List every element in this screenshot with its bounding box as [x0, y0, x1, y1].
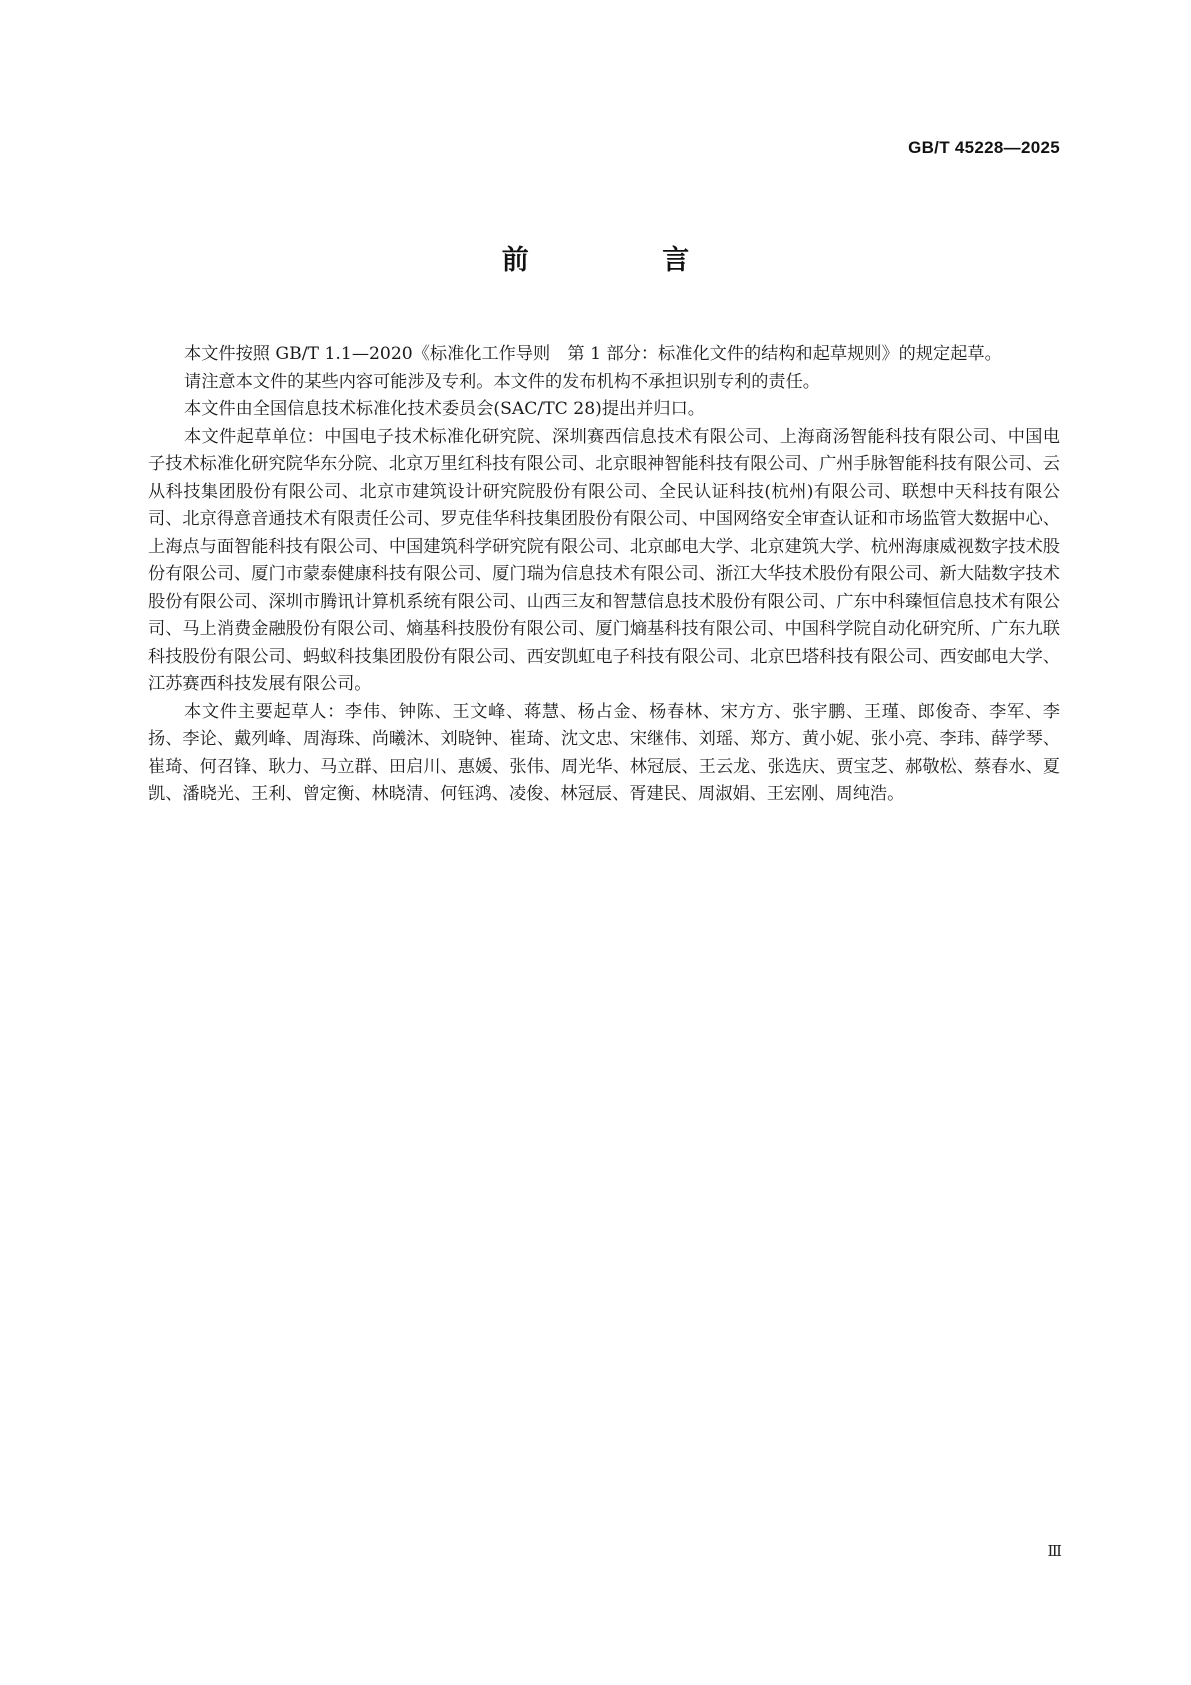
paragraph-patent-notice: 请注意本文件的某些内容可能涉及专利。本文件的发布机构不承担识别专利的责任。	[184, 371, 820, 392]
document-body	[148, 341, 1060, 809]
paragraph-drafting-rules: 本文件按照 GB/T 1.1—2020《标准化工作导则 第 1 部分：标准化文件的结构和起草规则》的规定起草。	[184, 344, 1002, 364]
paragraph-proposer: 本文件由全国信息技术标准化技术委员会(SAC/TC 28)提出并归口。	[184, 399, 705, 419]
paragraph-drafters: 本文件主要起草人：李伟、钟陈、王文峰、蒋慧、杨占金、杨春林、宋方方、张宇鹏、王瑾、郎俊奇、李军、李扬、李论、戴列峰、周海珠、尚曦沐、刘晓钟、崔琦、沈文忠、宋继伟、刘瑶、郑方、黄小妮、张小亮、李玮、薛学琴、崔琦、何召锋、耿力、马立群、田启川、惠媛、张伟、周光华、林冠辰、王云龙、张选庆、贾宝芝、郝敬松、蔡春水、夏凯、潘晓光、王利、曾定衡、林晓清、何钰鸿、凌俊、林冠辰、胥建民、周淑娟、王宏刚、周纯浩。	[148, 701, 1060, 804]
paragraph-drafting-units: 本文件起草单位：中国电子技术标准化研究院、深圳赛西信息技术有限公司、上海商汤智能科技有限公司、中国电子技术标准化研究院华东分院、北京万里红科技有限公司、北京眼神智能科技有限公司、广州手脉智能科技有限公司、云从科技集团股份有限公司、北京市建筑设计研究院股份有限公司、全民认证科技(杭州)有限公司、联想中天科技有限公司、北京得意音通技术有限责任公司、罗克佳华科技集团股份有限公司、中国网络安全审查认证和市场监管大数据中心、上海点与面智能科技有限公司、中国建筑科学研究院有限公司、北京邮电大学、北京建筑大学、杭州海康威视数字技术股份有限公司、厦门市蒙泰健康科技有限公司、厦门瑞为信息技术有限公司、浙江大华技术股份有限公司、新大陆数字技术股份有限公司、深圳市腾讯计算机系统有限公司、山西三友和智慧信息技术股份有限公司、广东中科臻恒信息技术有限公司、马上消费金融股份有限公司、熵基科技股份有限公司、厦门熵基科技有限公司、中国科学院自动化研究所、广东九联科技股份有限公司、蚂蚁科技集团股份有限公司、西安凯虹电子科技有限公司、北京巴塔科技有限公司、西安邮电大学、江苏赛西科技发展有限公司。	[148, 426, 1060, 694]
standard-code: GB/T 45228—2025	[908, 138, 1060, 157]
page-title: 前 言	[501, 245, 752, 276]
page-number: Ⅲ	[1047, 1542, 1062, 1560]
